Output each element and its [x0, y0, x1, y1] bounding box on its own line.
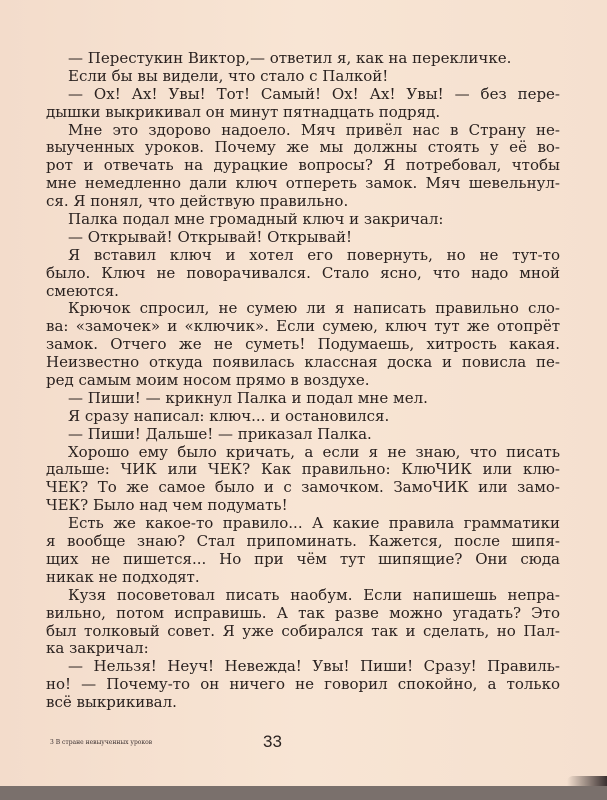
text-line: Крючок спросил, не сумею ли я написать правильно сло- — [68, 300, 560, 318]
text-line: Хорошо ему было кричать, а если я не знаю, что писать — [68, 443, 560, 461]
text-line: ЧЕК? То же самое было и с замочком. ЗамоЧИК или замо- — [46, 479, 560, 497]
text-line: — Открывай! Открывай! Открывай! — [68, 227, 353, 246]
text-line: — Нельзя! Неуч! Невежда! Увы! Пиши! Сразу! Правиль- — [68, 658, 560, 676]
text-line: был толковый совет. Я уже собирался так и сделать, но Пал- — [46, 622, 560, 640]
text-line: ва: «замочек» и «ключик». Если сумею, ключ тут же отопрёт — [46, 318, 560, 336]
footer-signature: 3 В стране невыученных уроков — [50, 739, 153, 746]
text-line: Если бы вы видели, что стало с Палкой! — [68, 66, 389, 85]
text-line: Палка подал мне громадный ключ и закричал: — [68, 210, 444, 229]
text-line: смеются. — [46, 281, 119, 300]
text-line: Мне это здорово надоело. Мяч привёл нас в Страну не- — [68, 121, 560, 139]
text-line: Неизвестно откуда появилась классная доска и повисла пе- — [46, 354, 560, 372]
text-line: Я вставил ключ и хотел его повернуть, но не тут-то — [68, 246, 560, 264]
text-line: ся. Я понял, что действую правильно. — [46, 192, 349, 211]
text-line: ЧЕК? Было над чем подумать! — [46, 496, 288, 515]
text-line: Я сразу написал: ключ... и остановился. — [68, 406, 390, 425]
text-line: всё выкрикивал. — [46, 693, 177, 712]
text-line: — Перестукин Виктор,— ответил я, как на перекличке. — [68, 49, 512, 67]
text-line: но! — Почему-то он ничего не говорил спокойно, а только — [46, 676, 560, 694]
text-line: дышки выкрикивал он минут пятнадцать подряд. — [46, 102, 441, 121]
page-edge-shadow — [567, 776, 607, 786]
text-line: ка закричал: — [46, 639, 149, 658]
text-line: выученных уроков. Почему же мы должны стоять у её во- — [46, 139, 560, 157]
text-line: вильно, потом исправишь. А так разве можно угадать? Это — [46, 604, 560, 622]
text-line: ред самым моим носом прямо в воздухе. — [46, 371, 370, 390]
text-line: щих не пишется... Но при чём тут шипящие? Они сюда — [46, 550, 560, 568]
text-line: — Ох! Ах! Увы! Тот! Самый! Ох! Ах! Увы! — без пере- — [68, 85, 560, 103]
text-line: мне немедленно дали ключ отпереть замок. Мяч шевельнул- — [46, 175, 560, 193]
page-number: 33 — [263, 732, 282, 751]
text-line: — Пиши! — крикнул Палка и подал мне мел. — [68, 388, 428, 407]
text-line: — Пиши! Дальше! — приказал Палка. — [68, 424, 372, 443]
text-line: я вообще знаю? Стал припоминать. Кажется, после шипя- — [46, 533, 560, 551]
text-line: рот и отвечать на дурацкие вопросы? Я потребовал, чтобы — [46, 157, 560, 175]
text-line: дальше: ЧИК или ЧЕК? Как правильно: КлюЧИК или клю- — [46, 461, 560, 479]
text-line: Есть же какое-то правило... А какие правила грамматики — [68, 515, 560, 533]
scan-background — [0, 786, 607, 800]
text-line: замок. Отчего же не суметь! Подумаешь, хитрость какая. — [46, 336, 560, 354]
text-line: Кузя посоветовал писать наобум. Если напишешь непра- — [68, 586, 560, 604]
body-text — [46, 50, 560, 712]
text-line: было. Ключ не поворачивался. Стало ясно, что надо мной — [46, 264, 560, 282]
text-line: никак не подходят. — [46, 567, 200, 586]
